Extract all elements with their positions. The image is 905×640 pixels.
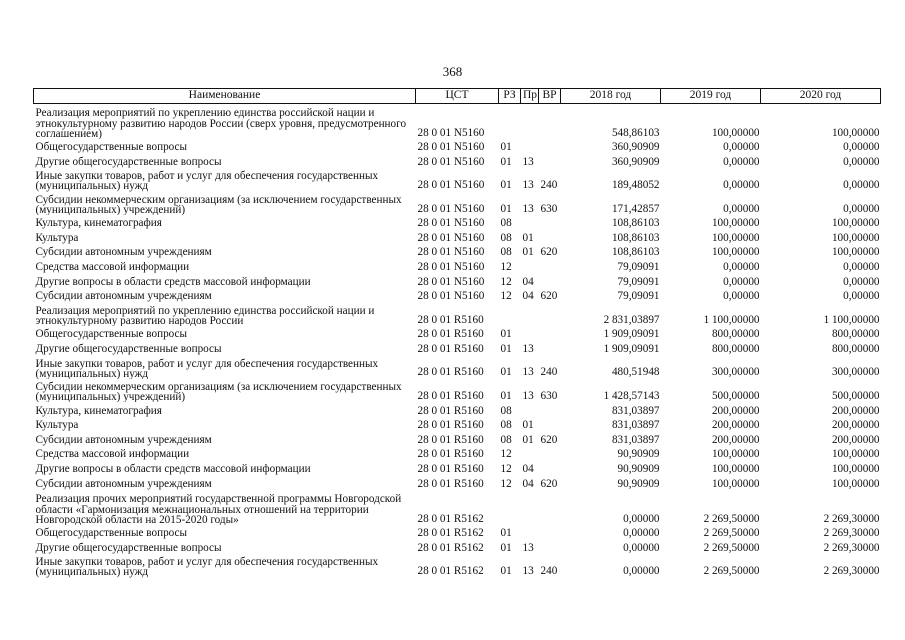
table-row: [34, 230, 881, 245]
table-row: [34, 379, 881, 403]
table-row: [34, 525, 881, 540]
row-name: Реализация прочих мероприятий государственной программы Новгородской области «Гармонизация межнациональных отношений на территории Новгородской области на 2015-2020 годы»: [35, 493, 402, 525]
row-name: Иные закупки товаров, работ и услуг для обеспечения государственных (муниципальных) нужд: [35, 556, 379, 578]
row-name: Реализация мероприятий по укреплению единства российской нации и этнокультурному развитию народов России: [35, 304, 375, 327]
row-rz: 12: [500, 261, 512, 274]
row-pr: 13: [522, 179, 534, 192]
row-name: Субсидии некоммерческим организациям (за исключением государственных (муниципальных) учреждений): [35, 381, 402, 403]
row-cst: 28 0 01 N5160: [417, 155, 485, 168]
row-value-2019: 0,00000: [723, 179, 760, 192]
row-vr: [539, 525, 561, 540]
row-value-2018: 90,90909: [617, 448, 660, 461]
row-cst: 28 0 01 N5160: [417, 246, 485, 259]
row-value-2019: 200,00000: [711, 404, 760, 417]
row-vr: [539, 230, 561, 245]
row-value-2019: 0,00000: [723, 290, 760, 303]
row-vr: [539, 154, 561, 169]
header-year-2018: 2018 год: [561, 89, 661, 104]
row-rz: 08: [500, 404, 512, 417]
row-cst: 28 0 01 R5160: [417, 462, 484, 475]
row-name: Субсидии автономным учреждениям: [35, 246, 212, 259]
row-value-2020: 100,00000: [831, 217, 880, 230]
row-value-2020: 0,00000: [843, 275, 880, 288]
row-value-2019: 100,00000: [711, 231, 760, 244]
row-value-2018: 0,00000: [623, 541, 660, 554]
row-value-2019: 800,00000: [711, 328, 760, 341]
row-name: Другие вопросы в области средств массовой информации: [35, 462, 311, 475]
row-pr: 01: [522, 246, 534, 259]
row-value-2019: 2 269,50000: [703, 527, 760, 540]
row-name: Общегосударственные вопросы: [35, 141, 188, 154]
row-value-2018: 108,86103: [611, 231, 660, 244]
row-rz: 08: [500, 217, 512, 230]
row-value-2018: 2 831,03897: [603, 313, 660, 326]
row-name: Другие вопросы в области средств массовой информации: [35, 275, 311, 288]
row-value-2020: 100,00000: [831, 448, 880, 461]
row-rz: 01: [500, 342, 512, 355]
row-value-2019: 2 269,50000: [703, 565, 760, 578]
row-value-2019: 100,00000: [711, 126, 760, 139]
row-pr: [521, 104, 539, 140]
row-pr: 01: [522, 419, 534, 432]
row-value-2020: 100,00000: [831, 462, 880, 475]
row-name: Общегосударственные вопросы: [35, 328, 188, 341]
row-vr: 620: [540, 477, 558, 490]
row-name: Культура: [35, 419, 79, 432]
page-number: 368: [442, 64, 463, 79]
row-pr: [521, 525, 539, 540]
row-value-2019: 0,00000: [723, 155, 760, 168]
row-value-2018: 480,51948: [611, 366, 660, 379]
row-cst: 28 0 01 R5160: [417, 477, 484, 490]
table-header-row: [34, 89, 881, 104]
row-value-2018: 831,03897: [611, 433, 660, 446]
row-cst: 28 0 01 N5160: [417, 217, 485, 230]
table-row: [34, 104, 881, 140]
row-value-2019: 2 269,50000: [703, 541, 760, 554]
row-pr: 01: [522, 433, 534, 446]
row-vr: 620: [540, 246, 558, 259]
row-vr: [539, 259, 561, 274]
row-vr: [539, 461, 561, 476]
row-vr: [539, 215, 561, 230]
row-vr: [539, 326, 561, 341]
table-row: [34, 303, 881, 327]
row-value-2018: 0,00000: [623, 527, 660, 540]
row-value-2019: 100,00000: [711, 462, 760, 475]
row-cst: 28 0 01 R5160: [417, 366, 484, 379]
row-value-2019: 200,00000: [711, 419, 760, 432]
row-cst: 28 0 01 R5160: [417, 328, 484, 341]
row-pr: 13: [522, 366, 534, 379]
table-row: [34, 259, 881, 274]
row-cst: 28 0 01 N5160: [417, 275, 485, 288]
row-value-2020: 100,00000: [831, 246, 880, 259]
row-cst: 28 0 01 R5160: [417, 404, 484, 417]
table-row: [34, 192, 881, 216]
row-pr: [521, 259, 539, 274]
row-rz: 08: [500, 419, 512, 432]
row-pr: [521, 446, 539, 461]
row-value-2018: 108,86103: [611, 217, 660, 230]
row-vr: [539, 402, 561, 417]
row-pr: [521, 139, 539, 154]
row-rz: 01: [500, 155, 512, 168]
row-rz: 01: [500, 328, 512, 341]
row-value-2019: 0,00000: [723, 202, 760, 215]
table-row: [34, 446, 881, 461]
row-value-2018: 360,90909: [611, 141, 660, 154]
row-rz: [499, 104, 521, 140]
header-year-2019: 2019 год: [661, 89, 761, 104]
row-rz: 12: [500, 275, 512, 288]
row-rz: 01: [500, 202, 512, 215]
row-value-2020: 100,00000: [831, 477, 880, 490]
row-name: Культура, кинематография: [35, 404, 162, 417]
row-vr: 620: [540, 290, 558, 303]
row-pr: 13: [522, 155, 534, 168]
row-cst: 28 0 01 R5160: [417, 433, 484, 446]
row-value-2020: 800,00000: [831, 342, 880, 355]
header-vr: ВР: [539, 89, 561, 104]
row-vr: 240: [540, 366, 558, 379]
row-value-2018: 171,42857: [611, 202, 660, 215]
row-value-2018: 1 909,09091: [603, 342, 660, 355]
row-cst: 28 0 01 N5160: [417, 141, 485, 154]
row-cst: 28 0 01 N5160: [417, 179, 485, 192]
row-rz: 01: [500, 389, 512, 402]
table-row: [34, 355, 881, 379]
row-value-2019: 0,00000: [723, 261, 760, 274]
row-cst: 28 0 01 N5160: [417, 202, 485, 215]
row-cst: 28 0 01 N5160: [417, 290, 485, 303]
header-rz: РЗ: [499, 89, 521, 104]
row-value-2018: 90,90909: [617, 462, 660, 475]
row-name: Субсидии некоммерческим организациям (за исключением государственных (муниципальных) учреждений): [35, 193, 402, 216]
row-value-2019: 200,00000: [711, 433, 760, 446]
row-value-2018: 831,03897: [611, 404, 660, 417]
row-value-2020: 300,00000: [831, 366, 880, 379]
row-rz: 01: [500, 366, 512, 379]
row-vr: [539, 139, 561, 154]
row-cst: 28 0 01 N5160: [417, 231, 485, 244]
table-row: [34, 154, 881, 169]
row-value-2019: 0,00000: [723, 141, 760, 154]
row-value-2018: 79,09091: [617, 290, 660, 303]
row-pr: [521, 402, 539, 417]
row-vr: [539, 490, 561, 525]
row-cst: 28 0 01 N5160: [417, 261, 485, 274]
table-row: [34, 168, 881, 192]
row-value-2018: 1 428,57143: [603, 389, 660, 402]
row-value-2020: 0,00000: [843, 141, 880, 154]
budget-table: [33, 88, 881, 578]
row-cst: 28 0 01 R5160: [417, 448, 484, 461]
row-vr: [539, 274, 561, 289]
row-value-2018: 79,09091: [617, 275, 660, 288]
row-value-2018: 108,86103: [611, 246, 660, 259]
row-rz: 12: [500, 290, 512, 303]
row-value-2020: 0,00000: [843, 261, 880, 274]
row-rz: 08: [500, 433, 512, 446]
row-vr: 630: [540, 202, 558, 215]
row-value-2019: 1 100,00000: [703, 313, 760, 326]
table-row: [34, 475, 881, 490]
row-vr: [539, 303, 561, 327]
table-row: [34, 402, 881, 417]
row-value-2018: 360,90909: [611, 155, 660, 168]
row-value-2018: 1 909,09091: [603, 328, 660, 341]
row-vr: [539, 446, 561, 461]
row-vr: 620: [540, 433, 558, 446]
row-vr: 630: [540, 389, 558, 402]
row-value-2020: 0,00000: [843, 290, 880, 303]
row-pr: 13: [522, 541, 534, 554]
row-cst: 28 0 01 R5162: [417, 527, 484, 540]
row-value-2020: 800,00000: [831, 328, 880, 341]
row-rz: 12: [500, 448, 512, 461]
row-pr: [521, 490, 539, 525]
row-pr: [521, 303, 539, 327]
row-rz: [499, 490, 521, 525]
row-cst: 28 0 01 N5160: [417, 126, 485, 139]
row-rz: 12: [500, 462, 512, 475]
header-pr: Пр: [521, 89, 539, 104]
row-pr: 13: [522, 389, 534, 402]
row-value-2020: 100,00000: [831, 231, 880, 244]
row-value-2019: 0,00000: [723, 275, 760, 288]
table-row: [34, 341, 881, 356]
row-rz: 01: [500, 565, 512, 578]
row-rz: [499, 303, 521, 327]
row-value-2020: 2 269,30000: [823, 512, 880, 525]
header-cst: ЦСТ: [416, 89, 499, 104]
row-value-2020: 500,00000: [831, 389, 880, 402]
row-value-2020: 1 100,00000: [823, 313, 880, 326]
row-rz: 08: [500, 246, 512, 259]
table-row: [34, 215, 881, 230]
table-row: [34, 461, 881, 476]
row-cst: 28 0 01 R5162: [417, 512, 484, 525]
row-pr: 04: [522, 275, 534, 288]
row-cst: 28 0 01 R5162: [417, 565, 484, 578]
row-pr: 04: [522, 462, 534, 475]
row-value-2018: 189,48052: [611, 179, 660, 192]
row-value-2019: 300,00000: [711, 366, 760, 379]
table-row: [34, 326, 881, 341]
row-value-2020: 200,00000: [831, 433, 880, 446]
table-row: [34, 288, 881, 303]
row-vr: 240: [540, 565, 558, 578]
row-cst: 28 0 01 R5160: [417, 389, 484, 402]
row-name: Другие общегосударственные вопросы: [35, 342, 222, 355]
row-value-2018: 0,00000: [623, 565, 660, 578]
row-name: Культура: [35, 231, 79, 244]
row-name: Субсидии автономным учреждениям: [35, 433, 212, 446]
row-value-2019: 800,00000: [711, 342, 760, 355]
table-row: [34, 274, 881, 289]
row-value-2018: 0,00000: [623, 512, 660, 525]
row-vr: [539, 417, 561, 432]
row-cst: 28 0 01 R5162: [417, 541, 484, 554]
row-value-2018: 90,90909: [617, 477, 660, 490]
row-cst: 28 0 01 R5160: [417, 313, 484, 326]
row-vr: [539, 104, 561, 140]
row-value-2020: 200,00000: [831, 404, 880, 417]
row-name: Общегосударственные вопросы: [35, 527, 188, 540]
row-rz: 01: [500, 527, 512, 540]
row-value-2020: 0,00000: [843, 155, 880, 168]
row-value-2020: 0,00000: [843, 179, 880, 192]
row-vr: [539, 341, 561, 356]
row-name: Культура, кинематография: [35, 217, 162, 230]
row-value-2019: 100,00000: [711, 448, 760, 461]
table-row: [34, 417, 881, 432]
row-pr: 04: [522, 477, 534, 490]
row-rz: 01: [500, 141, 512, 154]
row-cst: 28 0 01 R5160: [417, 342, 484, 355]
row-vr: 240: [540, 179, 558, 192]
table-row: [34, 432, 881, 447]
row-value-2020: 2 269,30000: [823, 527, 880, 540]
row-value-2019: 500,00000: [711, 389, 760, 402]
row-rz: 01: [500, 179, 512, 192]
row-value-2020: 2 269,30000: [823, 541, 880, 554]
row-name: Субсидии автономным учреждениям: [35, 290, 212, 303]
row-name: Иные закупки товаров, работ и услуг для обеспечения государственных (муниципальных) нужд: [35, 170, 379, 192]
row-name: Другие общегосударственные вопросы: [35, 155, 222, 168]
row-pr: 13: [522, 202, 534, 215]
row-pr: 13: [522, 565, 534, 578]
row-value-2020: 200,00000: [831, 419, 880, 432]
row-value-2020: 100,00000: [831, 126, 880, 139]
row-cst: 28 0 01 R5160: [417, 419, 484, 432]
row-pr: 04: [522, 290, 534, 303]
table-row: [34, 554, 881, 578]
row-name: Иные закупки товаров, работ и услуг для обеспечения государственных (муниципальных) нужд: [35, 357, 379, 379]
row-pr: 01: [522, 231, 534, 244]
table-row: [34, 540, 881, 555]
table-row: [34, 490, 881, 525]
header-year-2020: 2020 год: [761, 89, 881, 104]
table-row: [34, 244, 881, 259]
row-vr: [539, 540, 561, 555]
row-rz: 12: [500, 477, 512, 490]
row-name: Субсидии автономным учреждениям: [35, 477, 212, 490]
row-name: Средства массовой информации: [35, 261, 190, 274]
row-value-2019: 2 269,50000: [703, 512, 760, 525]
row-value-2018: 548,86103: [611, 126, 660, 139]
row-value-2020: 2 269,30000: [823, 565, 880, 578]
row-value-2018: 831,03897: [611, 419, 660, 432]
header-name: Наименование: [34, 89, 416, 104]
row-value-2019: 100,00000: [711, 477, 760, 490]
row-pr: 13: [522, 342, 534, 355]
row-value-2019: 100,00000: [711, 217, 760, 230]
row-name: Реализация мероприятий по укреплению единства российской нации и этнокультурному развитию народов России (сверх уровня, предусмотренного соглашением): [35, 107, 407, 139]
table-row: [34, 139, 881, 154]
row-rz: 08: [500, 231, 512, 244]
row-pr: [521, 326, 539, 341]
row-name: Другие общегосударственные вопросы: [35, 541, 222, 554]
row-rz: 01: [500, 541, 512, 554]
row-pr: [521, 215, 539, 230]
row-value-2020: 0,00000: [843, 202, 880, 215]
row-name: Средства массовой информации: [35, 448, 190, 461]
row-value-2019: 100,00000: [711, 246, 760, 259]
row-value-2018: 79,09091: [617, 261, 660, 274]
